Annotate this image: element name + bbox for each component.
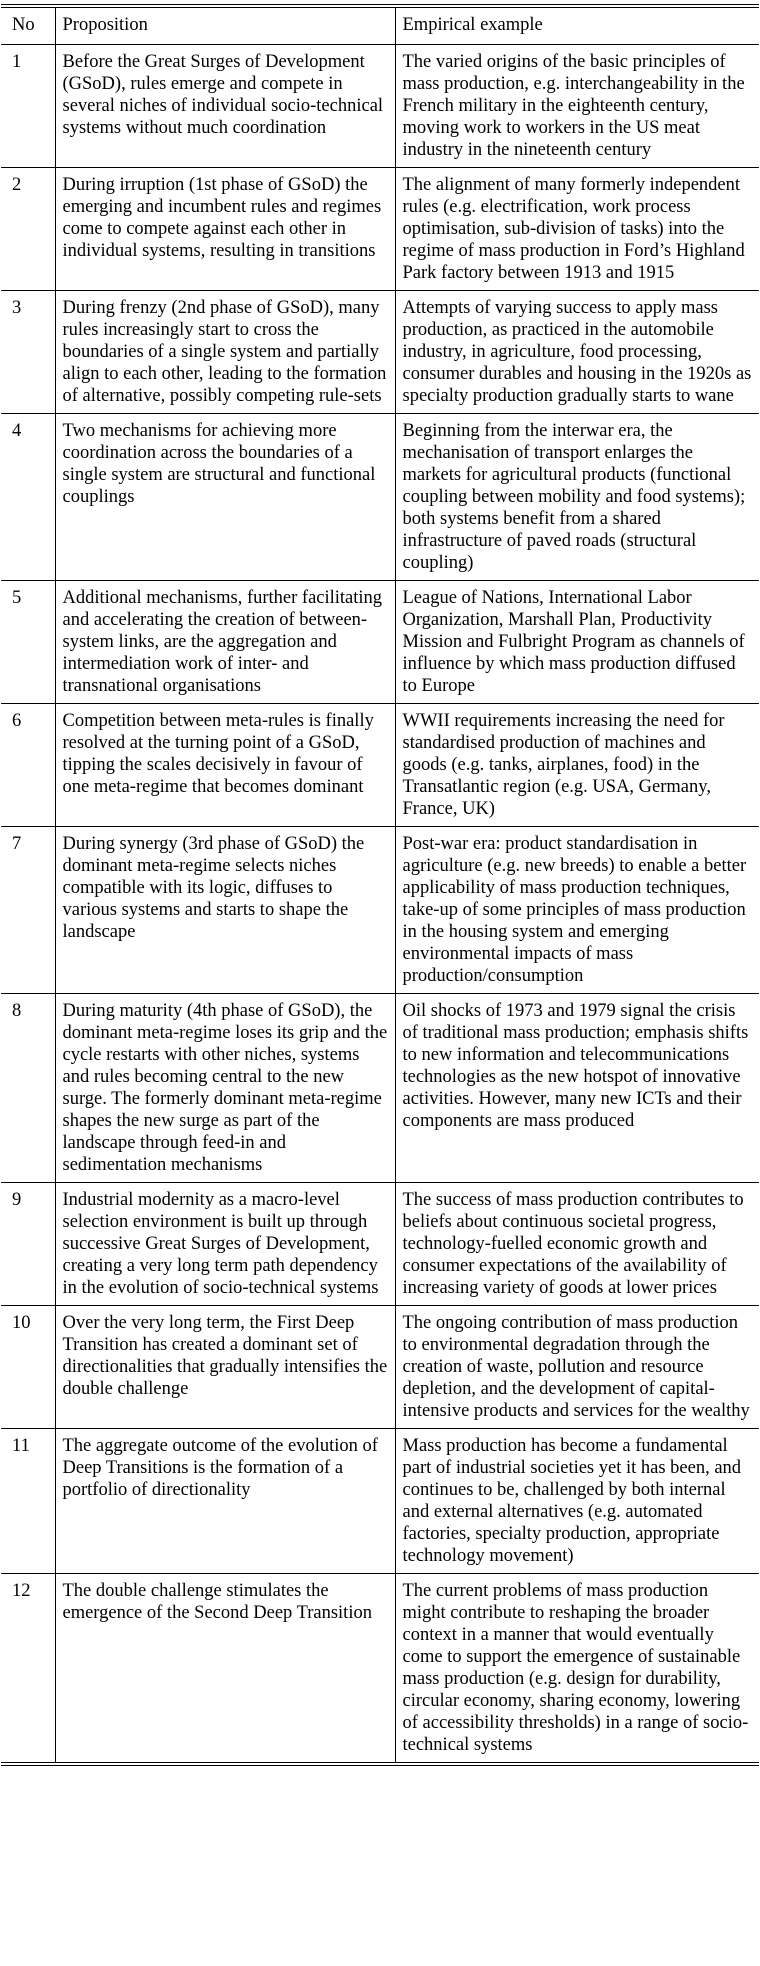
header-no: No [1, 8, 55, 45]
example-cell: The current problems of mass production might contribute to reshaping the broader context in a manner that would eventually come to support the emergence of sustainable mass production (e.g. design for durability, circular economy, sharing economy, lowering of accessibility thresholds) in a range of socio-technical systems [395, 1574, 759, 1763]
proposition-cell: During maturity (4th phase of GSoD), the dominant meta-regime loses its grip and the cycle restarts with other niches, systems and rules becoming central to the new surge. The formerly dominant meta-regime shapes the new surge as part of the landscape through feed-in and sedimentation mechanisms [55, 994, 395, 1183]
row-number: 4 [1, 414, 55, 581]
table-header [1, 8, 759, 45]
bottom-rule [1, 1765, 759, 1766]
example-cell: The varied origins of the basic principles of mass production, e.g. interchangeability in the French military in the eighteenth century, moving work to workers in the US meat industry in the nineteenth century [395, 45, 759, 168]
row-number: 10 [1, 1306, 55, 1429]
table-row [1, 1306, 759, 1429]
header-proposition: Proposition [55, 8, 395, 45]
example-cell: The success of mass production contributes to beliefs about continuous societal progress, technology-fuelled economic growth and consumer expectations of the availability of increasing variety of goods at lower prices [395, 1183, 759, 1306]
row-number: 7 [1, 827, 55, 994]
example-cell: The ongoing contribution of mass production to environmental degradation through the creation of waste, pollution and resource depletion, and the development of capital-intensive products and services for the wealthy [395, 1306, 759, 1429]
table-row [1, 827, 759, 994]
table-row [1, 291, 759, 414]
example-cell: The alignment of many formerly independent rules (e.g. electrification, work process optimisation, sub-division of tasks) into the regime of mass production in Ford’s Highland Park factory between 1913 and 1915 [395, 168, 759, 291]
table-body [1, 45, 759, 1763]
table-row [1, 45, 759, 168]
example-cell: Beginning from the interwar era, the mechanisation of transport enlarges the markets for agricultural products (functional coupling between mobility and food systems); both systems benefit from a shared infrastructure of paved roads (structural coupling) [395, 414, 759, 581]
proposition-cell: The double challenge stimulates the emergence of the Second Deep Transition [55, 1574, 395, 1763]
header-row [1, 8, 759, 45]
row-number: 9 [1, 1183, 55, 1306]
proposition-cell: During frenzy (2nd phase of GSoD), many rules increasingly start to cross the boundaries of a single system and partially align to each other, leading to the formation of alternative, possibly competing rule-sets [55, 291, 395, 414]
header-empirical-example: Empirical example [395, 8, 759, 45]
row-number: 8 [1, 994, 55, 1183]
example-cell: Oil shocks of 1973 and 1979 signal the crisis of traditional mass production; emphasis shifts to new information and telecommunications technologies as the new hotspot of innovative activities. However, many new ICTs and their components are mass produced [395, 994, 759, 1183]
proposition-cell: During irruption (1st phase of GSoD) the emerging and incumbent rules and regimes come to compete against each other in individual systems, resulting in transitions [55, 168, 395, 291]
table-row [1, 1574, 759, 1763]
row-number: 3 [1, 291, 55, 414]
table-row [1, 1183, 759, 1306]
table-row [1, 168, 759, 291]
table-row [1, 414, 759, 581]
row-number: 6 [1, 704, 55, 827]
propositions-table [1, 8, 759, 1763]
row-number: 1 [1, 45, 55, 168]
proposition-cell: Before the Great Surges of Development (GSoD), rules emerge and compete in several niches of individual socio-technical systems without much coordination [55, 45, 395, 168]
proposition-cell: Competition between meta-rules is finally resolved at the turning point of a GSoD, tipping the scales decisively in favour of one meta-regime that becomes dominant [55, 704, 395, 827]
row-number: 11 [1, 1429, 55, 1574]
example-cell: Post-war era: product standardisation in agriculture (e.g. new breeds) to enable a better applicability of mass production techniques, take-up of some principles of mass production in the housing system and emerging environmental impacts of mass production/consumption [395, 827, 759, 994]
example-cell: WWII requirements increasing the need for standardised production of machines and goods (e.g. tanks, airplanes, food) in the Transatlantic region (e.g. USA, Germany, France, UK) [395, 704, 759, 827]
proposition-cell: Industrial modernity as a macro-level selection environment is built up through successive Great Surges of Development, creating a very long term path dependency in the evolution of socio-technical systems [55, 1183, 395, 1306]
table-row [1, 994, 759, 1183]
table-row [1, 581, 759, 704]
proposition-cell: Over the very long term, the First Deep Transition has created a dominant set of directionalities that gradually intensifies the double challenge [55, 1306, 395, 1429]
proposition-cell: Additional mechanisms, further facilitating and accelerating the creation of between-system links, are the aggregation and intermediation work of inter- and transnational organisations [55, 581, 395, 704]
row-number: 2 [1, 168, 55, 291]
row-number: 5 [1, 581, 55, 704]
example-cell: Attempts of varying success to apply mass production, as practiced in the automobile industry, in agriculture, food processing, consumer durables and housing in the 1920s as specialty production gradually starts to wane [395, 291, 759, 414]
proposition-cell: During synergy (3rd phase of GSoD) the dominant meta-regime selects niches compatible with its logic, diffuses to various systems and starts to shape the landscape [55, 827, 395, 994]
table-row [1, 704, 759, 827]
table-row [1, 1429, 759, 1574]
example-cell: League of Nations, International Labor Organization, Marshall Plan, Productivity Mission and Fulbright Program as channels of influence by which mass production diffused to Europe [395, 581, 759, 704]
row-number: 12 [1, 1574, 55, 1763]
example-cell: Mass production has become a fundamental part of industrial societies yet it has been, and continues to be, challenged by both internal and external alternatives (e.g. automated factories, specialty production, appropriate technology movement) [395, 1429, 759, 1574]
proposition-cell: Two mechanisms for achieving more coordination across the boundaries of a single system are structural and functional couplings [55, 414, 395, 581]
proposition-cell: The aggregate outcome of the evolution of Deep Transitions is the formation of a portfolio of directionality [55, 1429, 395, 1574]
